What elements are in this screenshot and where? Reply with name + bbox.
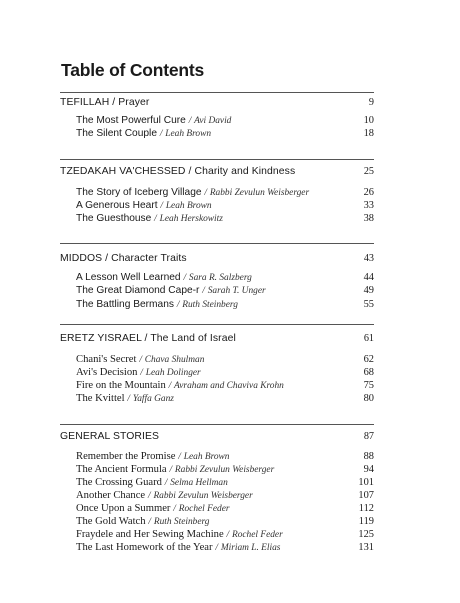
toc-section-general-stories [60, 424, 374, 564]
story-author: Yaffa Ganz [132, 394, 174, 404]
story-title: Fraydele and Her Sewing Machine [76, 529, 224, 540]
story-title: The Kvittel [76, 393, 125, 404]
toc-entry-label [76, 186, 309, 200]
section-heading: TZEDAKAH VA'CHESSED / Charity and Kindness [60, 166, 296, 177]
entry-page-number: 10 [363, 115, 374, 126]
entry-page-number: 62 [363, 354, 374, 365]
section-divider [60, 324, 374, 325]
toc-entry-label [76, 212, 223, 226]
toc-entry-label [76, 353, 204, 367]
story-author: Rabbi Zevulun Weisberger [153, 491, 253, 501]
title-author-separator: / [160, 201, 163, 211]
title-author-separator: / [148, 517, 152, 527]
toc-entry-label [76, 515, 210, 529]
toc-entry[interactable] [60, 114, 374, 128]
section-page-number: 25 [363, 166, 374, 177]
title-author-separator: / [159, 129, 163, 139]
section-heading: MIDDOS / Character Traits [60, 253, 187, 264]
story-title: Chani's Secret [76, 354, 137, 365]
section-divider [60, 159, 374, 160]
toc-entry[interactable] [60, 284, 374, 298]
story-title: The Last Homework of the Year [76, 542, 213, 553]
story-title: Fire on the Mountain [76, 380, 166, 391]
entry-page-number: 38 [363, 213, 374, 224]
title-author-separator: / [215, 543, 218, 553]
entry-page-number: 26 [363, 187, 374, 198]
page-title: Table of Contents [61, 60, 205, 80]
story-author: Avraham and Chaviva Krohn [174, 381, 284, 391]
entry-page-number: 119 [358, 516, 374, 527]
title-author-separator: / [202, 286, 205, 296]
story-author: Rabbi Zevulun Weisberger [174, 465, 275, 475]
section-heading: GENERAL STORIES [60, 431, 160, 442]
title-author-separator: / [139, 355, 142, 365]
section-page-number: 9 [368, 97, 374, 108]
toc-section-tzedakah [60, 159, 374, 249]
toc-entry-label [76, 502, 230, 516]
entry-page-number: 49 [363, 285, 374, 296]
section-page-number: 87 [363, 431, 374, 442]
toc-entry[interactable] [60, 271, 374, 285]
section-page-number: 43 [363, 253, 374, 264]
toc-section-eretz-yisrael [60, 324, 374, 412]
story-title: The Silent Couple [76, 128, 157, 139]
toc-entry[interactable] [60, 379, 374, 393]
title-author-separator: / [204, 188, 207, 198]
story-title: The Guesthouse [76, 213, 152, 224]
toc-entry-label [76, 463, 274, 477]
toc-entry[interactable] [60, 298, 374, 312]
section-heading-row[interactable] [60, 96, 374, 110]
story-author: Rochel Feder [178, 504, 230, 514]
story-author: Selma Hellman [170, 478, 228, 488]
story-author: Sara R. Salzberg [188, 273, 252, 283]
toc-entry-label [76, 528, 283, 542]
story-author: Leah Herskowitz [159, 214, 223, 224]
story-title: The Gold Watch [76, 516, 146, 527]
toc-entry[interactable] [60, 186, 374, 200]
story-title: The Great Diamond Cape-r [76, 285, 200, 296]
section-heading-row[interactable] [60, 165, 374, 179]
toc-entry-label [76, 476, 228, 490]
entry-page-number: 44 [363, 272, 374, 283]
section-heading: TEFILLAH / Prayer [60, 97, 150, 108]
toc-entry[interactable] [60, 212, 374, 226]
story-author: Sarah T. Unger [207, 286, 266, 296]
title-author-separator: / [147, 491, 151, 501]
story-title: Another Chance [76, 490, 146, 501]
story-title: Once Upon a Summer [76, 503, 171, 514]
story-author: Leah Brown [165, 129, 212, 139]
entry-page-number: 101 [358, 477, 374, 488]
title-author-separator: / [140, 368, 143, 378]
section-heading-row[interactable] [60, 332, 374, 346]
entry-page-number: 68 [363, 367, 374, 378]
toc-entry-label [76, 541, 280, 555]
entry-page-number: 107 [358, 490, 374, 501]
story-author: Miriam L. Elias [220, 543, 281, 553]
toc-entry-label [76, 284, 266, 298]
entry-page-number: 75 [363, 380, 374, 391]
toc-entry[interactable] [60, 476, 374, 490]
title-author-separator: / [176, 300, 180, 310]
toc-entry[interactable] [60, 366, 374, 380]
toc-entry-label [76, 114, 231, 128]
story-author: Chava Shulman [144, 355, 205, 365]
story-title: The Battling Bermans [76, 299, 174, 310]
story-title: The Most Powerful Cure [76, 115, 186, 126]
story-title: Remember the Promise [76, 451, 176, 462]
toc-entry-label [76, 379, 284, 393]
entry-page-number: 131 [358, 542, 374, 553]
title-author-separator: / [183, 273, 187, 283]
toc-entry-label [76, 127, 211, 141]
title-author-separator: / [127, 394, 130, 404]
toc-section-middos [60, 243, 374, 315]
title-author-separator: / [188, 116, 192, 126]
section-divider [60, 424, 374, 425]
story-author: Avi David [194, 116, 232, 126]
story-title: The Crossing Guard [76, 477, 162, 488]
title-author-separator: / [178, 452, 181, 462]
title-author-separator: / [169, 465, 173, 475]
toc-entry-label [76, 199, 212, 213]
story-author: Leah Brown [165, 201, 212, 211]
entry-page-number: 88 [363, 451, 374, 462]
toc-entry-label [76, 392, 174, 406]
toc-entry[interactable] [60, 541, 374, 555]
entry-page-number: 55 [363, 299, 374, 310]
entry-page-number: 112 [358, 503, 374, 514]
section-divider [60, 243, 374, 244]
toc-entry[interactable] [60, 528, 374, 542]
toc-entry[interactable] [60, 450, 374, 464]
section-divider [60, 92, 374, 93]
toc-entry[interactable] [60, 127, 374, 141]
title-author-separator: / [173, 504, 176, 514]
story-author: Ruth Steinberg [153, 517, 210, 527]
toc-entry[interactable] [60, 199, 374, 213]
toc-entry[interactable] [60, 392, 374, 406]
toc-entry[interactable] [60, 515, 374, 529]
story-author: Rabbi Zevulun Weisberger [209, 188, 310, 198]
entry-page-number: 80 [363, 393, 374, 404]
toc-entry[interactable] [60, 502, 374, 516]
section-heading: ERETZ YISRAEL / The Land of Israel [60, 333, 236, 344]
entry-page-number: 18 [363, 128, 374, 139]
story-title: The Ancient Formula [76, 464, 167, 475]
toc-entry-label [76, 298, 238, 312]
section-page-number: 61 [363, 333, 374, 344]
entry-page-number: 125 [358, 529, 374, 540]
title-author-separator: / [154, 214, 157, 224]
toc-entry[interactable] [60, 489, 374, 503]
entry-page-number: 94 [363, 464, 374, 475]
story-title: A Lesson Well Learned [76, 272, 181, 283]
story-title: Avi's Decision [76, 367, 138, 378]
toc-entry-label [76, 450, 230, 464]
story-title: The Story of Iceberg Village [76, 187, 202, 198]
story-author: Ruth Steinberg [182, 300, 238, 310]
title-author-separator: / [164, 478, 168, 488]
story-author: Leah Dolinger [145, 368, 201, 378]
toc-section-tefillah [60, 92, 374, 152]
section-heading-row[interactable] [60, 252, 374, 266]
toc-entry[interactable] [60, 353, 374, 367]
story-author: Leah Brown [183, 452, 230, 462]
story-title: A Generous Heart [76, 200, 158, 211]
title-author-separator: / [226, 530, 230, 540]
title-author-separator: / [168, 381, 172, 391]
entry-page-number: 33 [363, 200, 374, 211]
toc-entry-label [76, 366, 201, 380]
toc-entry-label [76, 489, 253, 503]
section-heading-row[interactable] [60, 430, 374, 444]
story-author: Rochel Feder [231, 530, 283, 540]
toc-entry[interactable] [60, 463, 374, 477]
toc-entry-label [76, 271, 252, 285]
